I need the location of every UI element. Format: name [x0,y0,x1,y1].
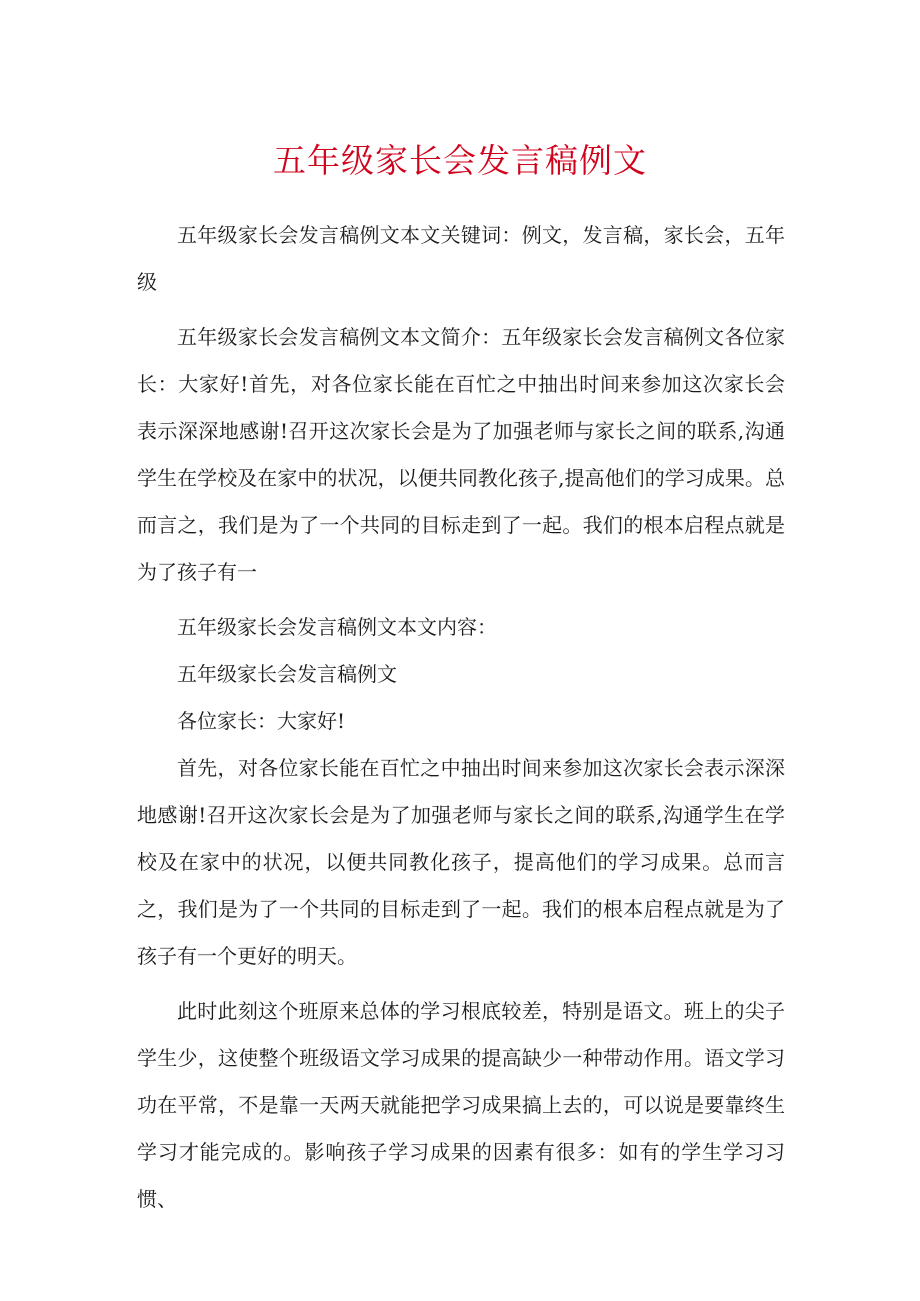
keywords-paragraph: 五年级家长会发言稿例文本文关键词：例文，发言稿，家长会，五年级 [137,223,785,294]
speech-title: 五年级家长会发言稿例文 [177,662,397,686]
content-heading: 五年级家长会发言稿例文本文内容： [177,615,497,639]
greeting-paragraph: 各位家长：大家好! [177,709,346,733]
summary-paragraph: 五年级家长会发言稿例文本文简介：五年级家长会发言稿例文各位家长：大家好!首先，对各位家长能在百忙之中抽出时间来参加这次家长会表示深深地感谢!召开这次家长会是为了加强老师与家长之间的联系,沟通学生在学校及在家中的状况，以便共同教化孩子,提高他们的学习成果。总而言之，我们是为了一个共同的目标走到了一起。我们的根本启程点就是为了孩子有一 [137,325,785,584]
document-title: 五年级家长会发言稿例文 [273,141,647,180]
class-situation-paragraph: 此时此刻这个班原来总体的学习根底较差，特别是语文。班上的尖子学生少，这使整个班级语文学习成果的提高缺少一种带动作用。语文学习功在平常，不是靠一天两天就能把学习成果搞上去的，可以说是要靠终生学习才能完成的。影响孩子学习成果的因素有很多：如有的学生学习习惯、 [137,999,785,1211]
document-body [137,212,785,1231]
opening-paragraph: 首先，对各位家长能在百忙之中抽出时间来参加这次家长会表示深深地感谢!召开这次家长会是为了加强老师与家长之间的联系,沟通学生在学校及在家中的状况，以便共同教化孩子，提高他们的学习成果。总而言之，我们是为了一个共同的目标走到了一起。我们的根本启程点就是为了孩子有一个更好的明天。 [137,756,785,968]
